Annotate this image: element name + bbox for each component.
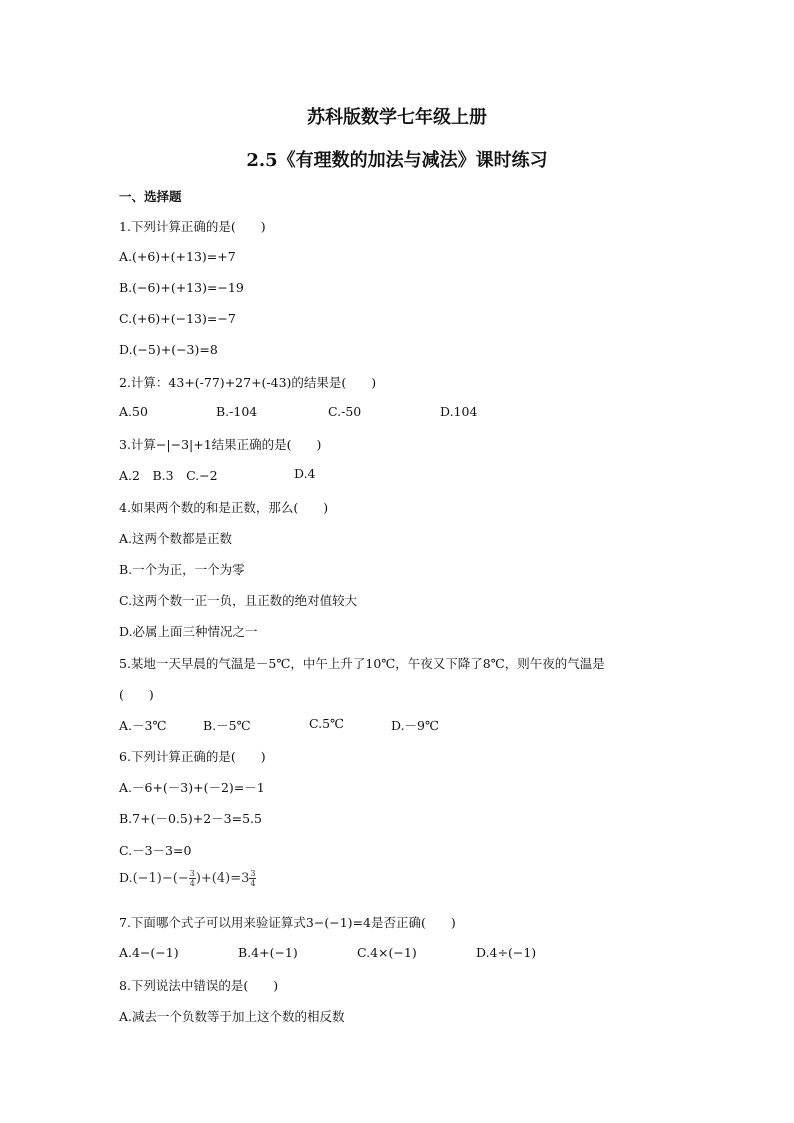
question-6-option-d-formula — [133, 871, 257, 886]
question-3-options — [119, 466, 339, 484]
document-subtitle: 2.5《有理数的加法与减法》课时练习 — [246, 150, 548, 171]
question-1-option-a: A.(+6)+(+13)=+7 — [119, 249, 236, 264]
section-heading: 一、选择题 — [119, 189, 182, 204]
question-2-options — [119, 404, 519, 422]
question-6-stem: 6.下列计算正确的是( ) — [119, 749, 266, 764]
question-7-option-a: A.4−(−1) — [119, 945, 179, 960]
fraction-numerator: 3 — [189, 869, 195, 878]
mixed-fraction — [249, 869, 256, 888]
question-5-option-a: A.－3℃ — [119, 718, 167, 733]
question-5-option-b: B.－5℃ — [203, 718, 251, 733]
question-7-options — [119, 945, 559, 963]
question-5-option-c: C.5℃ — [309, 716, 345, 731]
question-3-stem: 3.计算−|−3|+1结果正确的是( ) — [119, 437, 322, 452]
question-4-option-d: D.必属上面三种情况之一 — [119, 624, 258, 639]
question-1-option-b: B.(−6)+(+13)=−19 — [119, 280, 244, 295]
question-7-stem: 7.下面哪个式子可以用来验证算式3−(−1)=4是否正确( ) — [119, 915, 456, 930]
question-3-options-abc: A.2 B.3 C.−2 — [119, 468, 218, 483]
question-5-stem: 5.某地一天早晨的气温是－5℃，中午上升了10℃，午夜又下降了8℃，则午夜的气温是 — [119, 656, 605, 671]
question-1-option-d: D.(−5)+(−3)=8 — [119, 342, 218, 357]
formula-part-2: )+(4)=3 — [195, 871, 250, 886]
fraction-denominator: 4 — [189, 879, 195, 888]
document-title: 苏科版数学七年级上册 — [307, 107, 487, 128]
question-5-option-d: D.－9℃ — [391, 718, 439, 733]
question-1-option-c: C.(+6)+(−13)=−7 — [119, 311, 236, 326]
question-2-option-a: A.50 — [119, 404, 148, 419]
question-6-option-d — [119, 869, 256, 888]
question-4-option-a: A.这两个数都是正数 — [119, 531, 233, 546]
question-2-stem: 2.计算：43+(-77)+27+(-43)的结果是( ) — [119, 375, 377, 390]
question-7-option-b: B.4+(−1) — [238, 945, 298, 960]
question-6-option-c: C.－3－3=0 — [119, 843, 192, 858]
question-4-option-b: B.一个为正，一个为零 — [119, 562, 245, 577]
question-8-option-a: A.减去一个负数等于加上这个数的相反数 — [119, 1009, 345, 1024]
formula-part-1: (−1)−(− — [132, 871, 189, 886]
question-2-option-d: D.104 — [440, 404, 478, 419]
fraction — [189, 869, 196, 888]
question-7-option-d: D.4÷(−1) — [476, 945, 537, 960]
question-6-option-d-label: D. — [119, 870, 133, 885]
question-4-stem: 4.如果两个数的和是正数，那么( ) — [119, 500, 329, 515]
question-2-option-b: B.-104 — [216, 404, 258, 419]
question-3-option-d: D.4 — [294, 466, 316, 481]
question-1-stem: 1.下列计算正确的是( ) — [119, 219, 266, 234]
question-6-option-b: B.7+(－0.5)+2－3=5.5 — [119, 811, 262, 826]
question-5-options — [119, 716, 459, 734]
question-2-option-c: C.-50 — [328, 404, 362, 419]
question-4-option-c: C.这两个数一正一负，且正数的绝对值较大 — [119, 593, 358, 608]
question-5-stem-continued: ( ) — [119, 687, 154, 702]
mixed-fraction-denominator: 4 — [250, 879, 256, 888]
question-7-option-c: C.4×(−1) — [357, 945, 417, 960]
question-8-stem: 8.下列说法中错误的是( ) — [119, 978, 279, 993]
mixed-fraction-numerator: 3 — [250, 869, 256, 878]
question-6-option-a: A.－6+(－3)+(－2)=－1 — [119, 780, 265, 795]
